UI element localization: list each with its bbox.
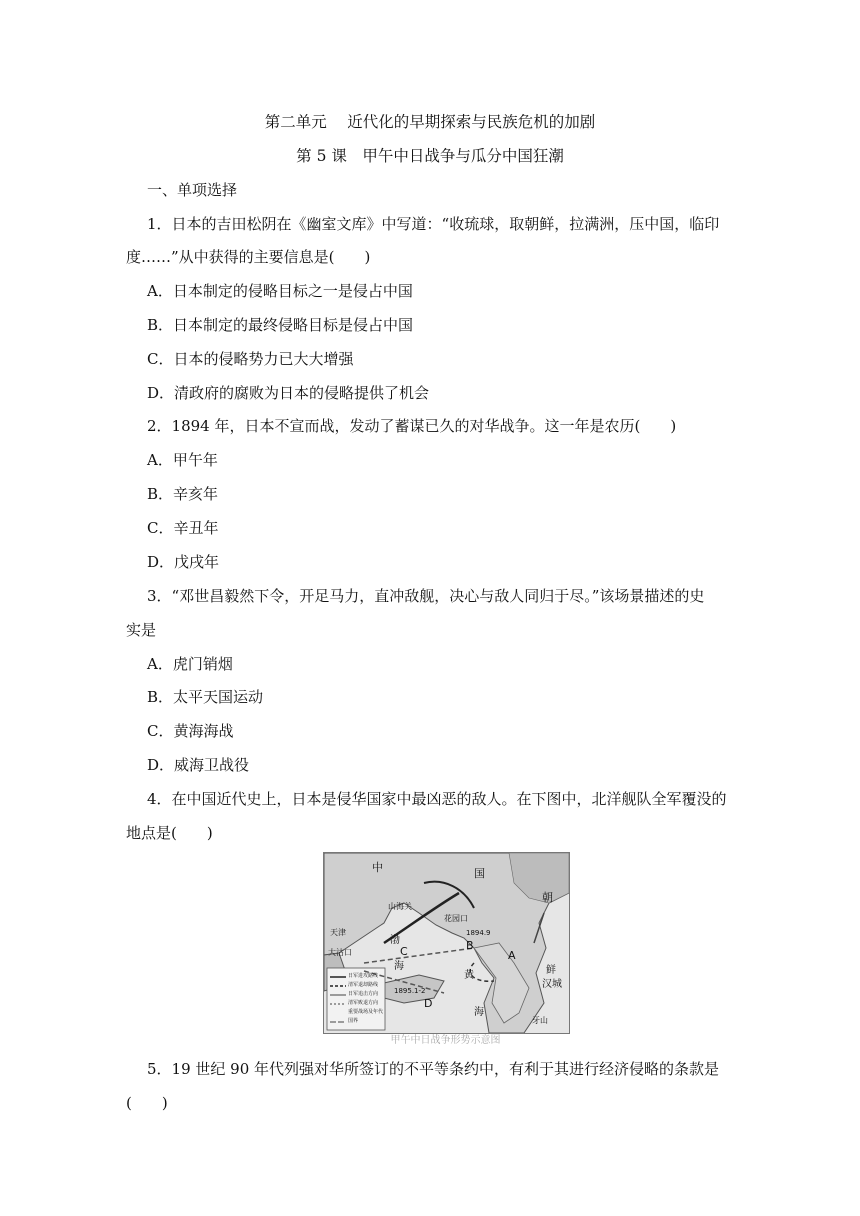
- lesson-title: 第 5 课 甲午中日战争与瓜分中国狂潮: [296, 147, 564, 165]
- q2-stem-line1: 2．1894 年，日本不宣而战，发动了蓄谋已久的对华战争。这一年是农历( ): [147, 417, 677, 435]
- legend-item-5: 重要战场及年代: [348, 1009, 384, 1015]
- map-label-hancheng: 汉城: [542, 979, 562, 990]
- q3-option-a: A．虎门销烟: [147, 655, 233, 673]
- q4-stem-line2: 地点是( ): [126, 824, 213, 842]
- map-label-dagukou: 大沽口: [328, 948, 352, 957]
- legend-item-6: 国界: [348, 1018, 359, 1024]
- q3-stem-line2: 实是: [126, 621, 157, 639]
- map-caption: 甲午中日战争形势示意图: [390, 1035, 501, 1046]
- q2-option-b: B．辛亥年: [147, 485, 219, 503]
- q1-option-b: B．日本制定的最终侵略目标是侵占中国: [147, 316, 414, 334]
- q3-option-b: B．太平天国运动: [147, 688, 264, 706]
- q2-option-c: C．辛丑年: [147, 519, 219, 537]
- map-label-xian: 鲜: [546, 965, 556, 976]
- map-label-guo: 国: [474, 867, 485, 880]
- legend-item-2: 清军退却路线: [348, 982, 379, 988]
- map-label-huayuankou: 花园口: [444, 914, 468, 923]
- q1-option-a: A．日本制定的侵略目标之一是侵占中国: [147, 282, 413, 300]
- q2-option-d: D．戊戌年: [147, 553, 220, 571]
- q3-option-c: C．黄海海战: [147, 722, 234, 740]
- q2-option-a: A．甲午年: [147, 451, 218, 469]
- q5-stem-line1: 5．19 世纪 90 年代列强对华所签订的不平等条约中，有利于其进行经济侵略的条款是: [147, 1060, 720, 1078]
- section-title: 一、单项选择: [147, 181, 238, 199]
- map-label-zhong: 中: [372, 861, 383, 874]
- legend-item-1: 日军进攻路线: [348, 973, 379, 979]
- map-label-shanhaiguan: 山海关: [388, 902, 412, 911]
- map-label-hai2: 海: [474, 1007, 484, 1018]
- q1-option-c: C．日本的侵略势力已大大增强: [147, 350, 354, 368]
- map-drawing: [324, 853, 569, 1033]
- q5-stem-line2: ( ): [126, 1094, 168, 1112]
- legend-item-3: 日军追击方向: [348, 991, 379, 997]
- q1-option-d: D．清政府的腐败为日本的侵略提供了机会: [147, 384, 430, 402]
- map-label-chao: 朝: [542, 891, 553, 904]
- q1-stem-line1: 1．日本的吉田松阴在《幽室文库》中写道：“收琉球，取朝鲜，拉满洲，压中国，临印: [147, 215, 720, 233]
- map-label-tianjin: 天津: [330, 928, 346, 937]
- q1-stem-line2: 度……”从中获得的主要信息是( ): [126, 248, 371, 266]
- war-situation-map: [323, 852, 570, 1034]
- map-label-yashan: 牙山: [532, 1016, 548, 1025]
- unit-title: 第二单元 近代化的早期探索与民族危机的加剧: [264, 113, 596, 131]
- map-date-1895: 1895.1-2: [394, 987, 426, 995]
- map-label-bo: 渤: [390, 935, 400, 946]
- map-point-b: B: [466, 939, 474, 952]
- map-label-hai: 海: [394, 961, 404, 972]
- map-point-c: C: [400, 945, 408, 958]
- map-label-huang: 黄: [464, 970, 474, 981]
- map-point-a: A: [508, 949, 516, 962]
- q3-option-d: D．威海卫战役: [147, 756, 250, 774]
- map-date-1894: 1894.9: [466, 929, 491, 937]
- legend-item-4: 清军败退方向: [348, 1000, 379, 1006]
- q4-stem-line1: 4．在中国近代史上，日本是侵华国家中最凶恶的敌人。在下图中，北洋舰队全军覆没的: [147, 790, 727, 808]
- map-point-d: D: [424, 997, 433, 1010]
- q3-stem-line1: 3．“邓世昌毅然下令，开足马力，直冲敌舰，决心与敌人同归于尽。”该场景描述的史: [147, 587, 705, 605]
